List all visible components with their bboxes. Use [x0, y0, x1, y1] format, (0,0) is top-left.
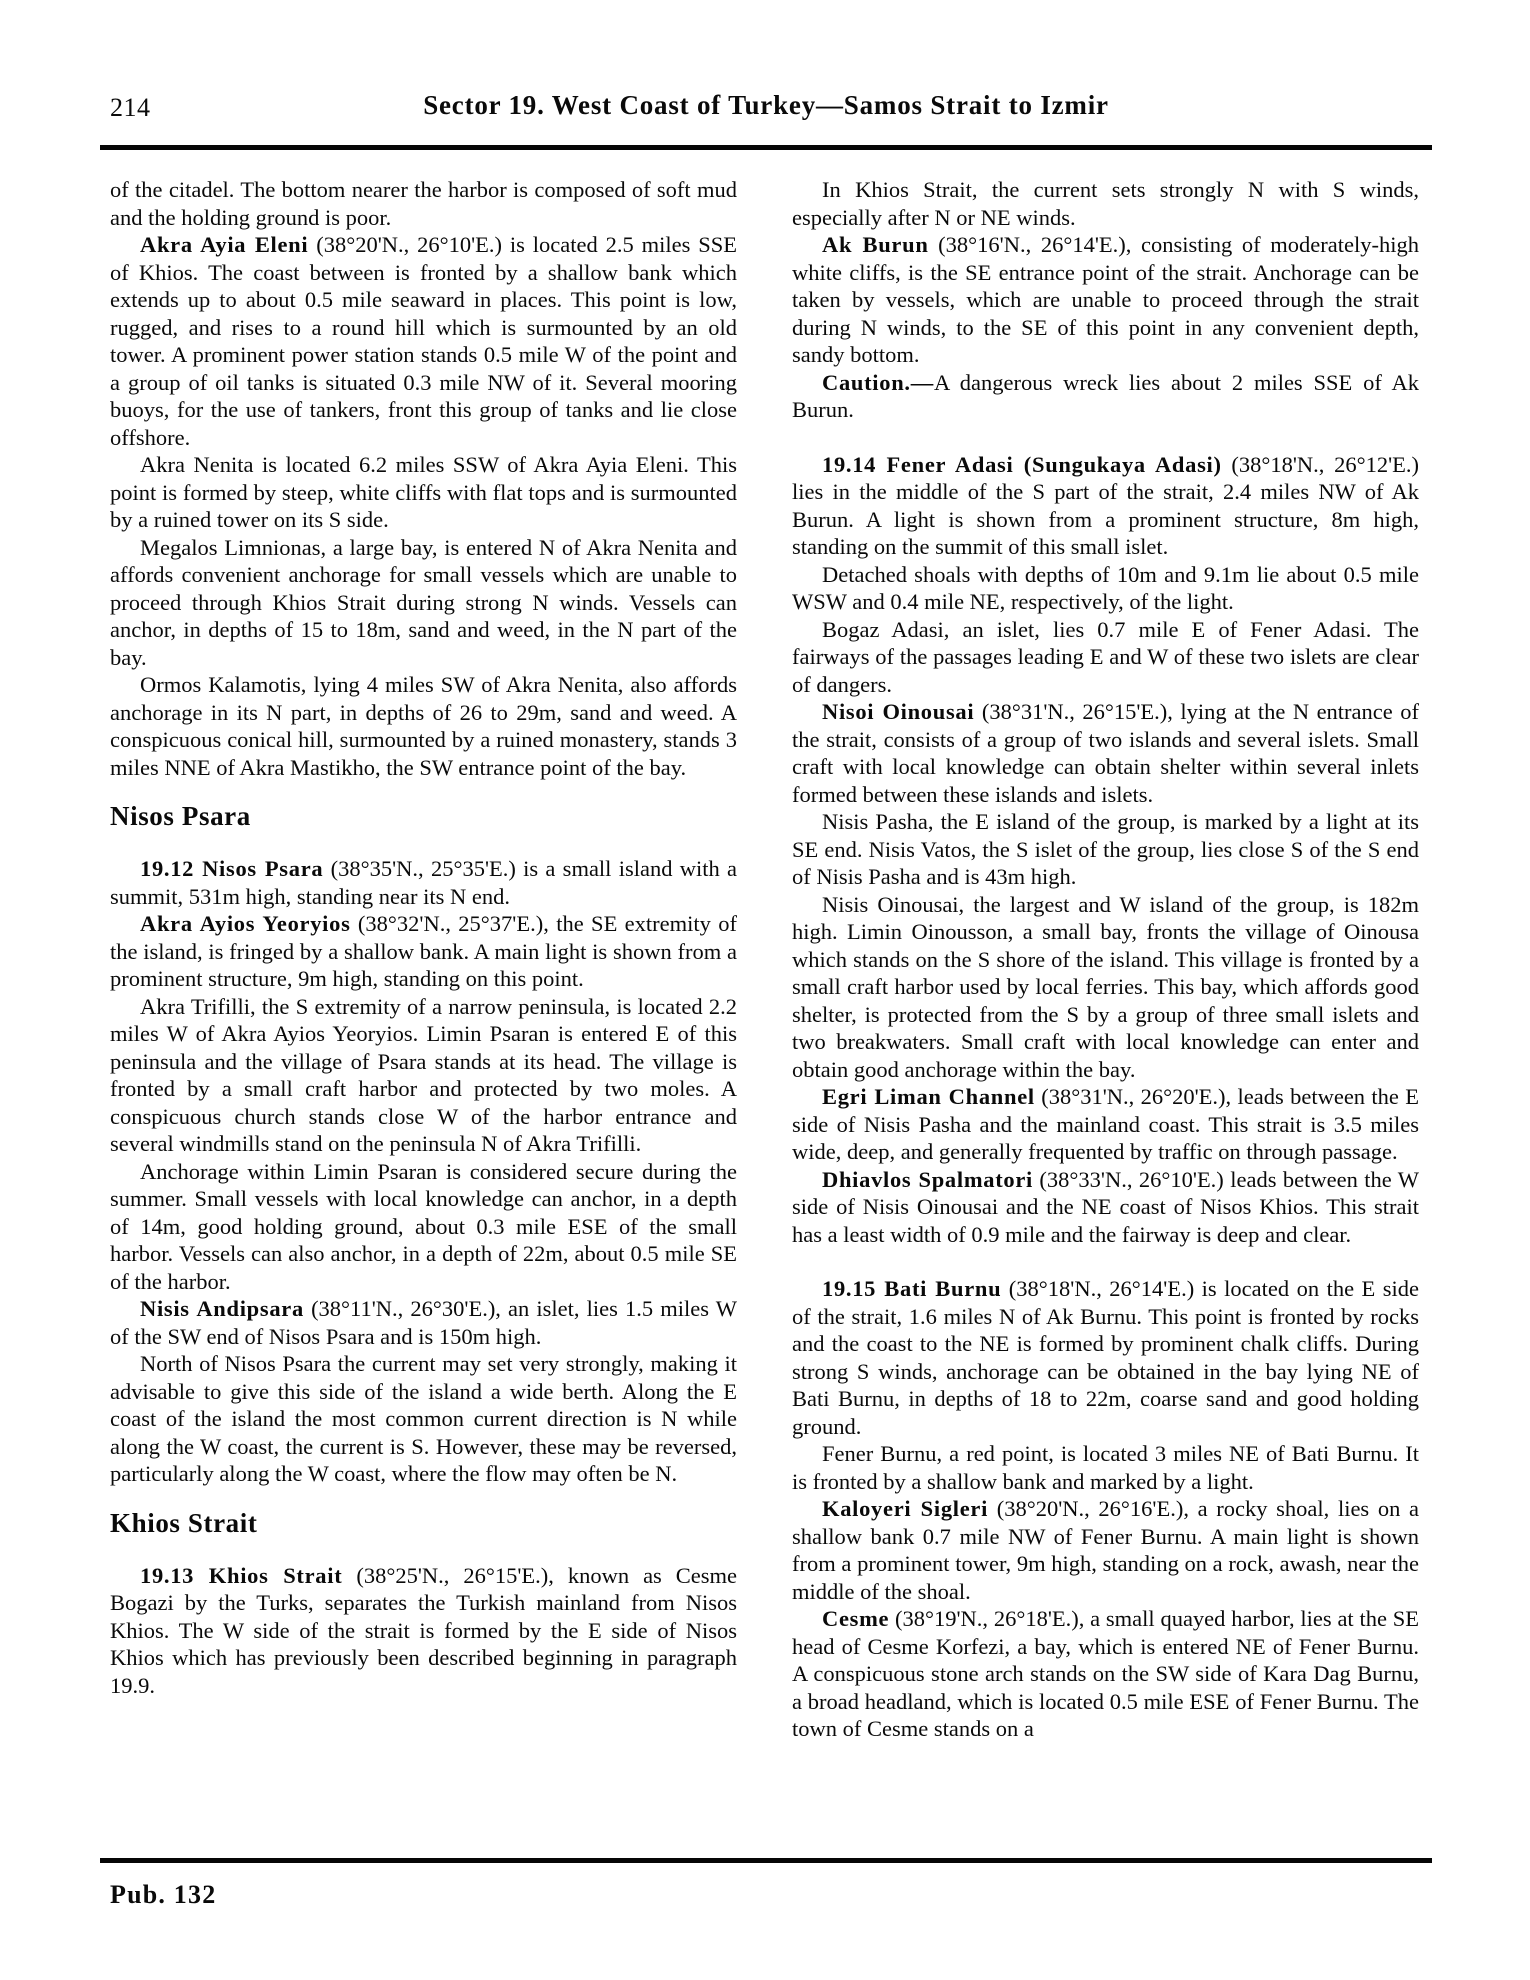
text-run: Akra Trifilli, the S extremity of a narrow peninsula, is located 2.2 miles W of Akra Ayios Yeoryios. Limin Psaran is entered E of this peninsula and the village of Psara stands at its head. The village is fronted by a small craft harbor and protected by two moles. A conspicuous church stands close W of the harbor entrance and several windmills stand on the peninsula N of Akra Trifilli.	[110, 993, 737, 1156]
paragraph	[110, 1158, 737, 1296]
paragraph	[792, 698, 1419, 808]
text-run: Fener Burnu, a red point, is located 3 miles NE of Bati Burnu. It is fronted by a shallow bank and marked by a light.	[792, 1441, 1419, 1494]
text-run: (38°11'N., 26°30'E.), an islet, lies 1.5 miles W of the SW end of Nisos Psara and is 150m high.	[110, 1296, 737, 1349]
feature-name: Egri Liman Channel	[822, 1084, 1035, 1109]
paragraph	[792, 561, 1419, 616]
footer-rule	[100, 1858, 1432, 1863]
paragraph	[792, 808, 1419, 891]
paragraph	[792, 616, 1419, 699]
paragraph	[110, 910, 737, 993]
paragraph	[110, 993, 737, 1158]
paragraph	[110, 231, 737, 451]
paragraph	[792, 891, 1419, 1084]
text-run: North of Nisos Psara the current may set very strongly, making it advisable to give this side of the island a wide berth. Along the E coast of the island the most common current direction is N while along the W coast, the current is S. However, these may be reversed, particularly along the W coast, where the flow may often be N.	[110, 1351, 737, 1486]
paragraph	[792, 1495, 1419, 1605]
header-rule	[100, 145, 1432, 150]
feature-name: Cesme	[822, 1606, 890, 1631]
section-heading: Nisos Psara	[110, 801, 251, 831]
text-run: Nisis Pasha, the E island of the group, is marked by a light at its SE end. Nisis Vatos, the S islet of the group, lies close S of the S end of Nisis Pasha and is 43m high.	[792, 809, 1419, 889]
feature-name: Kaloyeri Sigleri	[822, 1496, 989, 1521]
section-heading: Khios Strait	[110, 1507, 258, 1538]
feature-name: Ak Burun	[822, 232, 929, 257]
paragraph	[110, 671, 737, 781]
text-run: (38°18'N., 26°12'E.) lies in the middle of the S part of the strait, 2.4 miles NW of Ak Burun. A light is shown from a prominent structure, 8m high, standing on the summit of this small islet.	[792, 451, 1419, 559]
text-run: (38°32'N., 25°37'E.), the SE extremity of the island, is fringed by a shallow bank. A main light is shown from a prominent structure, 9m high, standing on this point.	[110, 911, 738, 991]
text-run: (38°25'N., 26°15'E.), known as Cesme Bogazi by the Turks, separates the Turkish mainland from Nisos Khios. The W side of the strait is formed by the E side of Nisos Khios which has previously been described beginning in paragraph 19.9.	[110, 1562, 738, 1698]
text-run: Bogaz Adasi, an islet, lies 0.7 mile E of Fener Adasi. The fairways of the passages leading E and W of these two islets are clear of dangers.	[792, 616, 1419, 697]
text-run: Akra Nenita is located 6.2 miles SSW of Akra Ayia Eleni. This point is formed by steep, white cliffs with flat tops and is surmounted by a ruined tower on its S side.	[110, 452, 737, 532]
paragraph	[110, 855, 737, 910]
text-run: (38°18'N., 26°14'E.) is located on the E side of the strait, 1.6 miles N of Ak Burnu. This point is fronted by rocks and the coast to the NE is formed by prominent chalk cliffs. During strong S winds, anchorage can be obtained in the bay lying NE of Bati Burnu, in depths of 18 to 22m, coarse sand and good holding ground.	[792, 1276, 1419, 1439]
feature-name: Akra Ayios Yeoryios	[140, 911, 351, 936]
text-run: Nisis Oinousai, the largest and W island of the group, is 182m high. Limin Oinousson, a small bay, fronts the village of Oinousa which stands on the S shore of the island. This village is fronted by a small craft harbor used by local ferries. This bay, which affords good shelter, is protected from the S by a group of three small islets and two breakwaters. Small craft with local knowledge can enter and obtain good anchorage within the bay.	[792, 891, 1419, 1082]
text-run: In Khios Strait, the current sets strongly N with S winds, especially after N or NE winds.	[792, 177, 1419, 230]
text-run: (38°20'N., 26°16'E.), a rocky shoal, lies on a shallow bank 0.7 mile NW of Fener Burnu. A main light is shown from a prominent tower, 9m high, standing on a rock, awash, near the middle of the shoal.	[792, 1496, 1419, 1604]
feature-name: 19.15 Bati Burnu	[822, 1276, 1002, 1301]
text-run: Detached shoals with depths of 10m and 9.1m lie about 0.5 mile WSW and 0.4 mile NE, respectively, of the light.	[792, 561, 1419, 614]
paragraph	[110, 1350, 737, 1488]
text-run: Megalos Limnionas, a large bay, is entered N of Akra Nenita and affords convenient anchorage for small vessels which are unable to proceed through Khios Strait during strong N winds. Vessels can anchor, in depths of 15 to 18m, sand and weed, in the N part of the bay.	[110, 534, 737, 670]
paragraph	[792, 1275, 1419, 1440]
feature-name: Nisoi Oinousai	[822, 699, 975, 724]
feature-name: Caution.—	[822, 369, 934, 395]
paragraph	[792, 369, 1419, 424]
paragraph	[792, 1166, 1419, 1249]
paragraph	[792, 231, 1419, 369]
paragraph	[792, 1083, 1419, 1166]
feature-name: 19.14 Fener Adasi (Sungukaya Adasi)	[822, 451, 1222, 477]
text-run: Ormos Kalamotis, lying 4 miles SW of Akra Nenita, also affords anchorage in its N part, in depths of 26 to 29m, sand and weed. A conspicuous conical hill, surmounted by a ruined monastery, stands 3 miles NNE of Akra Mastikho, the SW entrance point of the bay.	[110, 672, 737, 780]
paragraph	[792, 1605, 1419, 1743]
text-run: of the citadel. The bottom nearer the harbor is composed of soft mud and the holding ground is poor.	[110, 177, 737, 230]
text-run: (38°19'N., 26°18'E.), a small quayed harbor, lies at the SE head of Cesme Korfezi, a bay, which is entered NE of Fener Burnu. A conspicuous stone arch stands on the SW side of Kara Dag Burnu, a broad headland, which is located 0.5 mile ESE of Fener Burnu. The town of Cesme stands on a	[792, 1606, 1419, 1741]
text-columns	[110, 176, 1422, 1743]
paragraph	[110, 176, 737, 231]
feature-name: Nisis Andipsara	[140, 1296, 304, 1321]
text-run: (38°31'N., 26°20'E.), leads between the E side of Nisis Pasha and the mainland coast. This strait is 3.5 miles wide, deep, and generally frequented by traffic on through passage.	[792, 1084, 1419, 1164]
text-run: (38°16'N., 26°14'E.), consisting of moderately-high white cliffs, is the SE entrance point of the strait. Anchorage can be taken by vessels, which are unable to proceed through the strait during N winds, to the SE of this point in any convenient depth, sandy bottom.	[792, 232, 1420, 367]
feature-name: 19.12 Nisos Psara	[140, 856, 324, 881]
paragraph	[110, 1295, 737, 1350]
text-run: (38°35'N., 25°35'E.) is a small island with a summit, 531m high, standing near its N end.	[110, 856, 737, 909]
page-number: 214	[110, 93, 151, 122]
text-run: (38°33'N., 26°10'E.) leads between the W side of Nisis Oinousai and the NE coast of Nisos Khios. This strait has a least width of 0.9 mile and the fairway is deep and clear.	[792, 1166, 1419, 1247]
text-run: (38°31'N., 26°15'E.), lying at the N entrance of the strait, consists of a group of two islands and several islets. Small craft with local knowledge can obtain shelter within several inlets formed between these islands and islets.	[792, 699, 1419, 807]
paragraph	[792, 1440, 1419, 1495]
feature-name: Akra Ayia Eleni	[140, 232, 309, 257]
text-run: A dangerous wreck lies about 2 miles SSE of Ak Burun.	[792, 369, 1419, 422]
publication-number: Pub. 132	[110, 1880, 217, 1909]
paragraph	[792, 451, 1419, 561]
feature-name: 19.13 Khios Strait	[140, 1562, 343, 1588]
text-run: Anchorage within Limin Psaran is considered secure during the summer. Small vessels with local knowledge can anchor, in a depth of 14m, good holding ground, about 0.3 mile ESE of the small harbor. Vessels can also anchor, in a depth of 22m, about 0.5 mile SE of the harbor.	[110, 1158, 737, 1294]
page-header	[100, 90, 1432, 128]
right-column	[792, 176, 1419, 1743]
text-run: (38°20'N., 26°10'E.) is located 2.5 miles SSE of Khios. The coast between is fronted by a shallow bank which extends up to about 0.5 mile seaward in places. This point is low, rugged, and rises to a round hill which is surmounted by an old tower. A prominent power station stands 0.5 mile W of the point and a group of oil tanks is situated 0.3 mile NW of it. Several mooring buoys, for the use of tankers, front this group of tanks and lie close offshore.	[110, 232, 737, 450]
feature-name: Dhiavlos Spalmatori	[822, 1166, 1033, 1192]
paragraph	[792, 176, 1419, 231]
paragraph	[110, 534, 737, 672]
sector-title: Sector 19. West Coast of Turkey—Samos Strait to Izmir	[423, 90, 1109, 120]
left-column	[110, 176, 737, 1743]
paragraph	[110, 1562, 737, 1700]
paragraph	[110, 451, 737, 534]
